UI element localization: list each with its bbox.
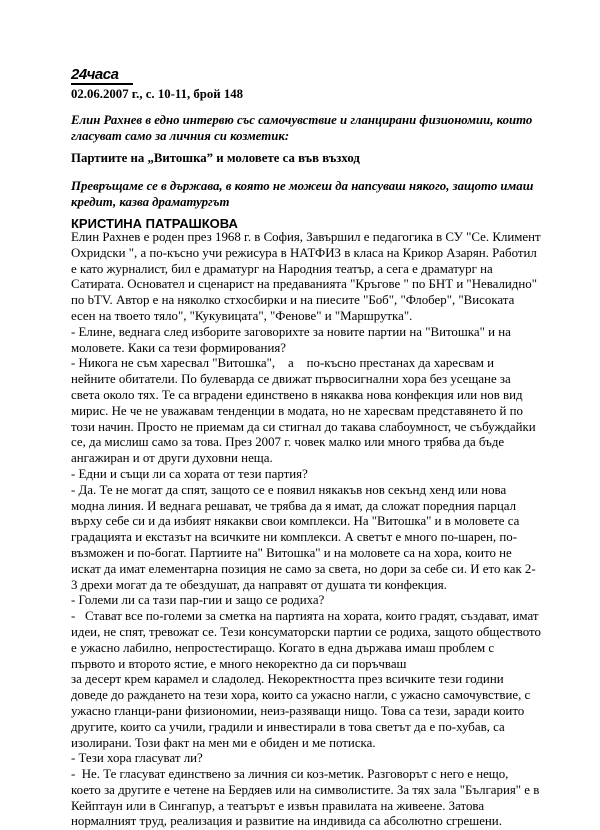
question-paragraph: - Елине, веднага след изборите заговорихте за новите партии на "Витошка" и на моловете. Каки са тези формирования? xyxy=(71,324,515,355)
question-paragraph: - Тези хора гласуват ли? xyxy=(71,751,203,766)
question-paragraph: - Едни и същи ли са хората от тези партия? xyxy=(71,466,308,481)
answer-paragraph: - Да. Те не могат да спят, защото се е появил някакъв нов секънд хенд или нова модна линия. И веднага решават, че трябва да я имат, да сложат поредния парцал върху себе си и да избият някакви свои комплекси. На "Витошка" и в моловете са градацията и екстазът на всичките ни комплекси. А светът е много по-шарен, по-възможен и по-богат. Партиите на" Витошка" и на моловете са на хора, които не искат да имат елементарна позиция не само за света, но дори за себе си. И ето как 2-3 дрехи могат да те обездушат, да направят от душата ти конфекция. xyxy=(71,482,536,592)
newspaper-logo xyxy=(71,66,133,86)
article-body xyxy=(71,230,545,830)
question-paragraph: - Големи ли са тази пар-гии и защо се родиха? xyxy=(71,593,325,608)
logo-text: 24часа xyxy=(71,66,119,83)
answer-paragraph-continued: за десерт крем карамел и сладолед. Некоректността през всичките тези години доведе до раждането на тези хора, които са ужасно нагли, с ужасно самочувствие, с ужасно гланци-рани физиономии, неиз-разяващи нищо. Това са тези, заради които другите, които са учили, градили и инвестирали в това светът да е по-хубав, са изолирани. Този факт на мен ми е обиден и ме потиска. xyxy=(71,672,534,750)
article-lead: Превръщаме се в държава, в която не можеш да напсуваш някого, защото имаш кредит, казва драматургът xyxy=(71,179,534,209)
answer-paragraph: - Никога не съм харесвал "Витошка", а по-късно престанах да харесвам и нейните обитатели. По булеварда се движат първосигнални хора без усещане за света около тях. Те са вградени единствено в някаква нова конфекция или нов вид мирис. Не че не уважавам тенденции в модата, но не харесвам представянето й по този начин. Просто не приемам да си стигнал до такава слабоумност, че събуждайки се, да мислиш само за това. През 2007 г. човек малко или много трябва да бъде ангажиран и от други духовни неща. xyxy=(71,356,539,466)
source-line: 02.06.2007 г., с. 10-11, брой 148 xyxy=(71,87,244,101)
answer-paragraph: - Не. Те гласуват единствено за личния си коз-метик. Разговорът с него е нещо, което за другите е четене на Бердяев или на символистите. За тях зала "България" е в Кейптаун или в Сингапур, а театърът е извън правилата на живеене. Затова нормалният труд, реализация и развитие на индивида са абсолютно сгрешени. xyxy=(71,767,543,829)
article-headline: Партиите на „Витошка” и моловете са във възход xyxy=(71,151,360,165)
answer-paragraph: - Стават все по-големи за сметка на партията на хората, които градят, създават, имат идеи, не спят, тревожат се. Тези консуматорски партии се родиха, защото обществото е ужасно лабилно, непростестиращо. Когато в една държава имаш проблем с първото и второто ястие, е много некоректно да си поръчваш xyxy=(71,609,545,671)
body-paragraph: Елин Рахнев е роден през 1968 г. в София, Завършил е педагогика в СУ "Се. Климент Охридски ", а по-късно учи режисура в НАТФИЗ в класа на Крикор Азарян. Работил е като журналист, бил е драматург на Народния театър, а сега е драматург на Сатирата. Основател и сценарист на предаванията "Кръгове " по БНТ и "Невалидно" по bTV. Автор е на няколко стхосбирки и на пиесите "Боб", "Флобер", "Високата есен на твоето тяло", "Кукувицата", "Фенове" и "Маршрутка". xyxy=(71,230,544,323)
author-name: КРИСТИНА ПАТРАШКОВА xyxy=(71,216,238,231)
logo-underline xyxy=(71,83,133,85)
intro-text: Елин Рахнев в едно интервю със самочувствие и гланцирани физиономии, които гласуват само за личния си козметик: xyxy=(71,113,533,143)
